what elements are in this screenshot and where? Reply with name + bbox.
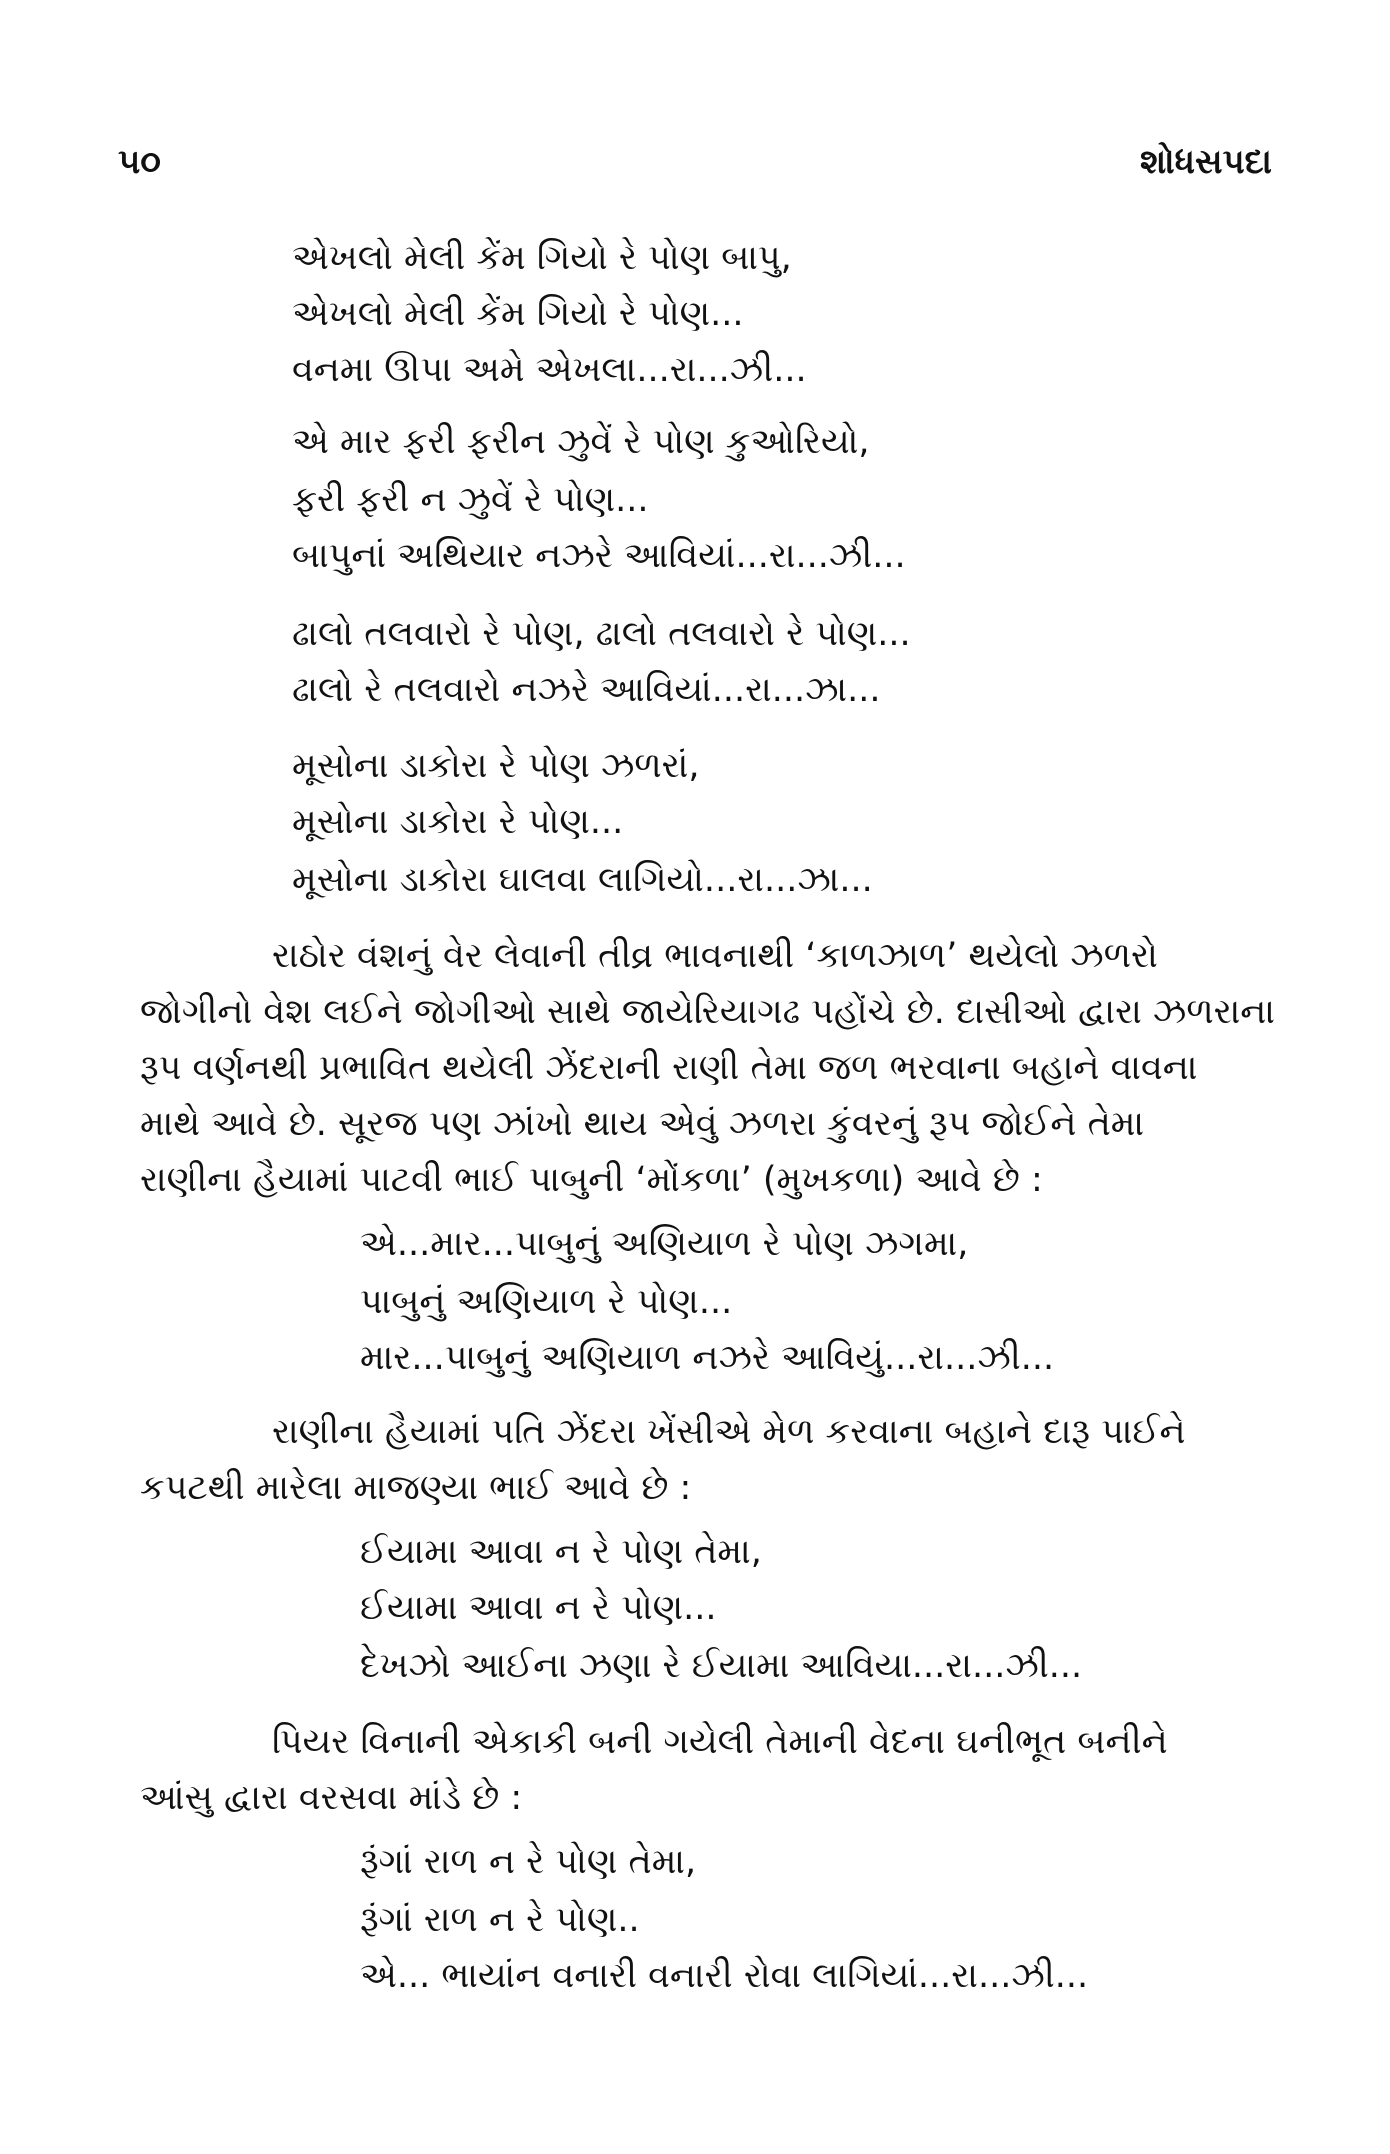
verse-line: વનમા ઊપા અમે એખલા...રા...ઝી...	[292, 350, 807, 390]
paragraph-line: રૂપ વર્ણનથી પ્રભાવિત થયેલી ઝેંદરાની રાણી તેમા જળ ભરવાના બહાને વાવના	[140, 1048, 1198, 1088]
verse-line: મૂસોના ડાકોરા રે પોણ ઝળરાં,	[292, 746, 700, 786]
paragraph-line: જોગીનો વેશ લઈને જોગીઓ સાથે જાયેરિયાગઢ પહોંચે છે. દાસીઓ દ્વારા ઝળરાના	[140, 992, 1275, 1032]
verse-line: મૂસોના ડાકોરા રે પોણ...	[292, 802, 624, 842]
verse-line: ફરી ફરી ન ઝુવેં રે પોણ...	[292, 480, 649, 520]
verse-line: એ માર ફરી ફરીન ઝુવેં રે પોણ કુઓરિયો,	[292, 422, 870, 462]
running-head: શોધસપદા	[1139, 142, 1272, 182]
paragraph-line: રાણીના હૈયામાં પાટવી ભાઈ પાબુની ‘મોંકળા’ (મુખકળા) આવે છે :	[140, 1160, 1043, 1200]
verse-line: બાપુનાં અથિયાર નઝરે આવિયાં...રા...ઝી...	[292, 536, 906, 576]
verse-line: એ... ભાયાંન વનારી વનારી રોવા લાગિયાં...રા...ઝી...	[360, 1956, 1089, 1996]
verse-line: રૂંગાં રાળ ન રે પોણ તેમા,	[360, 1842, 697, 1882]
page-number: ૫૦	[118, 142, 161, 182]
verse-line: ઢાલો તલવારો રે પોણ, ઢાલો તલવારો રે પોણ...	[292, 614, 911, 654]
paragraph-line: કપટથી મારેલા માજણ્યા ભાઈ આવે છે :	[140, 1468, 692, 1508]
verse-line: ઈયામા આવા ન રે પોણ...	[360, 1588, 717, 1628]
verse-line: રૂંગાં રાળ ન રે પોણ..	[360, 1900, 640, 1940]
verse-line: ઈયામા આવા ન રે પોણ તેમા,	[360, 1532, 762, 1572]
verse-line: માર...પાબુનું અણિયાળ નઝરે આવિયું...રા...ઝી...	[360, 1338, 1055, 1378]
paragraph-line: આંસુ દ્વારા વરસવા માંડે છે :	[140, 1778, 523, 1818]
verse-line: પાબુનું અણિયાળ રે પોણ...	[360, 1282, 733, 1322]
paragraph-line: રાઠોર વંશનું વેર લેવાની તીવ્ર ભાવનાથી ‘કાળઝાળ’ થયેલો ઝળરો	[272, 936, 1158, 976]
paragraph-line: પિયર વિનાની એકાકી બની ગયેલી તેમાની વેદના ઘનીભૂત બનીને	[272, 1722, 1168, 1762]
verse-line: એખલો મેલી કેંમ ગિયો રે પોણ...	[292, 294, 744, 334]
verse-line: એખલો મેલી કેંમ ગિયો રે પોણ બાપુ,	[292, 238, 792, 278]
verse-line: ઢાલો રે તલવારો નઝરે આવિયાં...રા...ઝા...	[292, 670, 881, 710]
paragraph-line: રાણીના હૈયામાં પતિ ઝેંદરા ખેંસીએ મેળ કરવાના બહાને દારૂ પાઈને	[272, 1412, 1186, 1452]
verse-line: એ...માર...પાબુનું અણિયાળ રે પોણ ઝગમા,	[360, 1224, 969, 1264]
verse-line: દેખઝો આઈના ઝણા રે ઈયામા આવિયા...રા...ઝી...	[360, 1646, 1083, 1686]
paragraph-line: માથે આવે છે. સૂરજ પણ ઝાંખો થાય એવું ઝળરા કુંવરનું રૂપ જોઈને તેમા	[140, 1104, 1145, 1144]
verse-line: મૂસોના ડાકોરા ઘાલવા લાગિયો...રા...ઝા...	[292, 860, 873, 900]
